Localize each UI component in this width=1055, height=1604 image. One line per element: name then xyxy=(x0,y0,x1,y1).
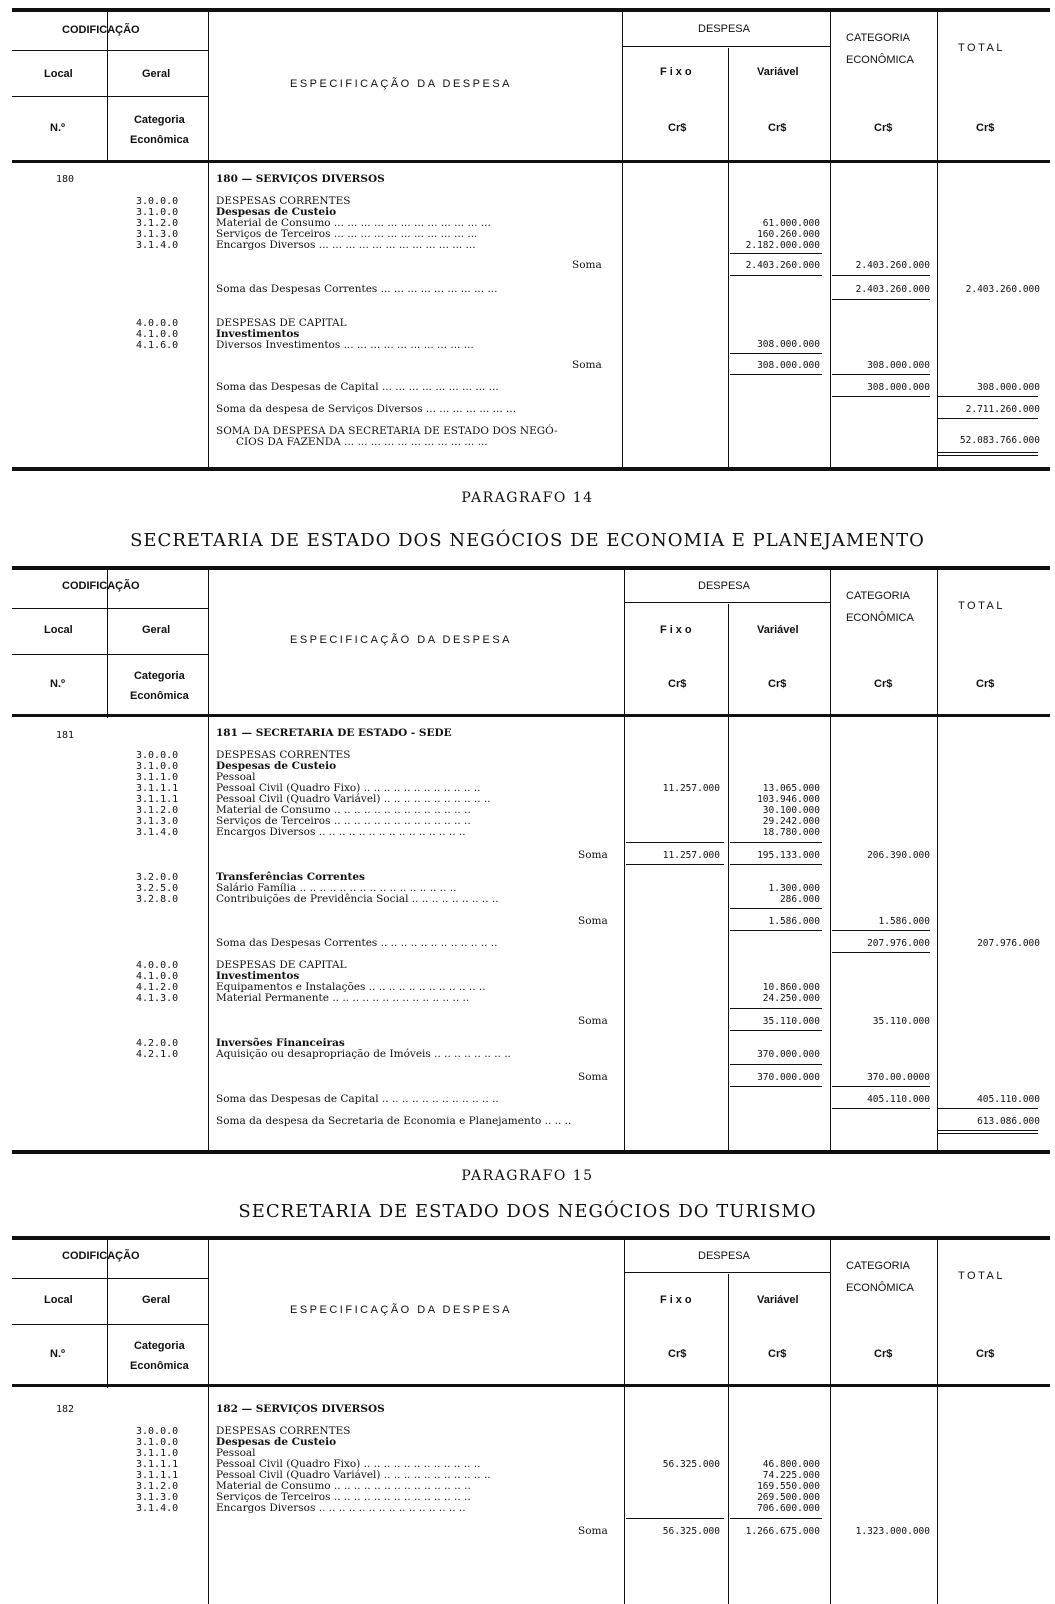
item: Material de Consumo .. .. .. .. .. .. .. .. .. .. .. .. .. .. xyxy=(216,1480,471,1492)
soma-correntes-total: 207.976.000 xyxy=(977,938,1040,949)
soma1-fixo: 11.257.000 xyxy=(662,850,720,861)
item: Serviços de Terceiros ... ... ... ... ... ... ... ... ... ... ... xyxy=(216,228,478,240)
code: 3.1.3.0 xyxy=(136,1492,179,1503)
item: Material Permanente .. .. .. .. .. .. .. .. .. .. .. .. .. .. xyxy=(216,992,470,1004)
code: 3.1.0.0 xyxy=(136,207,179,218)
transf-variavel xyxy=(732,883,820,905)
soma-secretaria-label: Soma da despesa da Secretaria de Economia e Planejamento .. .. .. xyxy=(216,1115,572,1127)
soma-capital-total: 405.110.000 xyxy=(977,1094,1040,1105)
title-turismo: SECRETARIA DE ESTADO DOS NEGÓCIOS DO TURISMO xyxy=(238,1201,817,1222)
code: 3.1.1.1 xyxy=(136,1459,179,1470)
header-cr-fixo: Cr$ xyxy=(668,1348,687,1360)
value: 2.182.000.000 xyxy=(745,240,820,251)
header-cr-total: Cr$ xyxy=(976,1348,995,1360)
header-categoria-economica xyxy=(130,666,189,706)
value: 286.000 xyxy=(779,894,820,905)
code: 3.1.2.0 xyxy=(136,1481,179,1492)
soma-label: Soma xyxy=(578,1525,608,1537)
soma3-variavel: 35.110.000 xyxy=(762,1016,820,1027)
soma-secretaria-total: 613.086.000 xyxy=(977,1116,1040,1127)
soma-servicos-label: Soma da despesa de Serviços Diversos ... ... ... ... ... ... ... xyxy=(216,403,517,415)
header-total: TOTAL xyxy=(958,1270,1005,1282)
variavel-values xyxy=(732,218,820,251)
inv-item-list xyxy=(216,1038,511,1060)
value: 1.300.000 xyxy=(768,883,820,894)
value: 706.600.000 xyxy=(757,1503,820,1514)
value: 29.242.000 xyxy=(762,816,820,827)
item: Despesas de Custeio xyxy=(216,1436,337,1448)
value: 169.550.000 xyxy=(757,1481,820,1492)
code: 4.1.3.0 xyxy=(136,993,179,1004)
item: Contribuições de Previdência Social .. .. .. .. .. .. .. .. .. xyxy=(216,893,499,905)
header-cr-categoria: Cr$ xyxy=(874,122,893,134)
soma2-variavel: 1.586.000 xyxy=(768,916,820,927)
value: 30.100.000 xyxy=(762,805,820,816)
code-list xyxy=(136,1426,178,1514)
value: 74.225.000 xyxy=(762,1470,820,1481)
local-number: 180 xyxy=(56,174,75,185)
header-local: Local xyxy=(44,624,73,636)
code: 3.1.0.0 xyxy=(136,761,179,772)
value: 10.860.000 xyxy=(762,982,820,993)
header-despesa: DESPESA xyxy=(698,580,750,592)
capital-soma-variavel: 308.000.000 xyxy=(757,360,820,371)
header-categoria-line2: Econômica xyxy=(130,1360,189,1372)
soma-servicos-total: 2.711.260.000 xyxy=(965,404,1040,415)
code: 3.1.0.0 xyxy=(136,1437,179,1448)
code: 4.2.0.0 xyxy=(136,1038,179,1049)
header-numero: N.º xyxy=(50,678,66,690)
header-geral: Geral xyxy=(142,1294,171,1306)
code: 3.1.1.0 xyxy=(136,772,179,783)
capital-soma-categoria: 308.000.000 xyxy=(867,360,930,371)
code: 3.2.8.0 xyxy=(136,894,179,905)
soma2-categoria: 1.586.000 xyxy=(878,916,930,927)
item: Investimentos xyxy=(216,970,300,982)
header-economica: ECONÔMICA xyxy=(846,54,914,66)
item: Inversões Financeiras xyxy=(216,1037,345,1049)
soma1-variavel: 195.133.000 xyxy=(757,850,820,861)
value: 160.260.000 xyxy=(757,229,820,240)
capital-soma-label: Soma xyxy=(572,359,602,371)
value: 24.250.000 xyxy=(762,993,820,1004)
capital-item-list xyxy=(216,318,474,351)
soma-secretaria-label-2: CIOS DA FAZENDA ... ... ... ... ... ... ... ... ... ... ... xyxy=(236,436,488,448)
item: Material de Consumo ... ... ... ... ... ... ... ... ... ... ... ... xyxy=(216,217,491,229)
header-cr-fixo: Cr$ xyxy=(668,678,687,690)
value: 103.946.000 xyxy=(757,794,820,805)
code: 3.1.1.1 xyxy=(136,783,179,794)
code: 4.1.0.0 xyxy=(136,329,179,340)
header-codificacao: CODIFICAÇÃO xyxy=(62,1250,140,1262)
item: Pessoal Civil (Quadro Variável) .. .. .. .. .. .. .. .. .. .. .. xyxy=(216,793,491,805)
code-list xyxy=(136,750,178,838)
header-categoria-economica xyxy=(130,1336,189,1376)
soma-correntes-label: Soma das Despesas Correntes ... ... ... ... ... ... ... ... ... xyxy=(216,283,498,295)
item: Serviços de Terceiros .. .. .. .. .. .. .. .. .. .. .. .. .. .. xyxy=(216,1491,471,1503)
soma-capital-categoria: 308.000.000 xyxy=(867,382,930,393)
soma1-label: Soma xyxy=(578,849,608,861)
item: Pessoal Civil (Quadro Variável) .. .. .. .. .. .. .. .. .. .. .. xyxy=(216,1469,491,1481)
value: 46.800.000 xyxy=(762,1459,820,1470)
header-categoria: CATEGORIA xyxy=(846,590,910,602)
header-cr-variavel: Cr$ xyxy=(768,122,787,134)
soma-variavel: 1.266.675.000 xyxy=(745,1526,820,1537)
item: Pessoal Civil (Quadro Fixo) .. .. .. .. .. .. .. .. .. .. .. .. xyxy=(216,1458,481,1470)
item: DESPESAS CORRENTES xyxy=(216,195,351,207)
soma4-label: Soma xyxy=(578,1071,608,1083)
header-categoria-line2: Econômica xyxy=(130,690,189,702)
soma3-categoria: 35.110.000 xyxy=(872,1016,930,1027)
code: 3.0.0.0 xyxy=(136,750,179,761)
code: 3.1.2.0 xyxy=(136,218,179,229)
item: Diversos Investimentos ... ... ... ... ... ... ... ... ... ... xyxy=(216,339,474,351)
item: Pessoal xyxy=(216,771,256,783)
header-fixo: Fixo xyxy=(660,1294,695,1306)
code: 4.0.0.0 xyxy=(136,318,179,329)
table-turismo-182 xyxy=(12,1236,1050,1604)
item: Serviços de Terceiros .. .. .. .. .. .. .. .. .. .. .. .. .. .. xyxy=(216,815,471,827)
item: Encargos Diversos .. .. .. .. .. .. .. .. .. .. .. .. .. .. .. xyxy=(216,1502,466,1514)
value: 18.780.000 xyxy=(762,827,820,838)
soma-correntes-total: 2.403.260.000 xyxy=(965,284,1040,295)
code: 3.2.5.0 xyxy=(136,883,179,894)
soma4-categoria: 370.00.0000 xyxy=(867,1072,930,1083)
header-variavel: Variável xyxy=(757,66,799,78)
inv-code-list xyxy=(136,1038,178,1060)
header-local: Local xyxy=(44,68,73,80)
capital-item-list xyxy=(216,960,486,1004)
header-cr-categoria: Cr$ xyxy=(874,1348,893,1360)
code: 3.1.4.0 xyxy=(136,240,179,251)
item: Despesas de Custeio xyxy=(216,206,337,218)
item-list xyxy=(216,1426,491,1514)
header-categoria-line1: Categoria xyxy=(133,670,185,682)
item: Pessoal Civil (Quadro Fixo) .. .. .. .. .. .. .. .. .. .. .. .. xyxy=(216,782,481,794)
code: 3.1.4.0 xyxy=(136,1503,179,1514)
header-fixo: Fixo xyxy=(660,66,695,78)
header-categoria-line1: Categoria xyxy=(133,114,185,126)
header-geral: Geral xyxy=(142,624,171,636)
code: 3.1.4.0 xyxy=(136,827,179,838)
title-economia-planejamento: SECRETARIA DE ESTADO DOS NEGÓCIOS DE ECONOMIA E PLANEJAMENTO xyxy=(130,530,925,551)
soma-secretaria-label-1: SOMA DA DESPESA DA SECRETARIA DE ESTADO DOS NEGÓ- xyxy=(216,425,558,437)
soma-capital-label: Soma das Despesas de Capital ... ... ... ... ... ... ... ... ... xyxy=(216,381,499,393)
capital-variavel xyxy=(732,982,820,1004)
code: 3.1.3.0 xyxy=(136,229,179,240)
item: DESPESAS CORRENTES xyxy=(216,749,351,761)
value: 269.500.000 xyxy=(757,1492,820,1503)
code: 3.1.3.0 xyxy=(136,816,179,827)
local-number: 181 xyxy=(56,730,75,741)
header-especificacao: ESPECIFICAÇÃO DA DESPESA xyxy=(290,1304,512,1316)
soma2-label: Soma xyxy=(578,915,608,927)
soma-capital-total: 308.000.000 xyxy=(977,382,1040,393)
header-total: TOTAL xyxy=(958,42,1005,54)
header-despesa: DESPESA xyxy=(698,1250,750,1262)
transf-item-list xyxy=(216,872,499,905)
soma3-label: Soma xyxy=(578,1015,608,1027)
table-economia-planejamento-181 xyxy=(12,566,1050,1166)
soma-capital-label: Soma das Despesas de Capital .. .. .. .. .. .. .. .. .. .. .. .. xyxy=(216,1093,499,1105)
code: 3.2.0.0 xyxy=(136,872,179,883)
soma-label: Soma xyxy=(572,259,602,271)
soma-correntes-label: Soma das Despesas Correntes .. .. .. .. .. .. .. .. .. .. .. .. xyxy=(216,937,498,949)
soma-correntes-categoria: 2.403.260.000 xyxy=(855,284,930,295)
local-number: 182 xyxy=(56,1404,75,1415)
item: Investimentos xyxy=(216,328,300,340)
header-especificacao: ESPECIFICAÇÃO DA DESPESA xyxy=(290,78,512,90)
soma-capital-categoria: 405.110.000 xyxy=(867,1094,930,1105)
header-codificacao: CODIFICAÇÃO xyxy=(62,24,140,36)
item-list xyxy=(216,196,491,251)
header-numero: N.º xyxy=(50,1348,66,1360)
section-title: 180 — SERVIÇOS DIVERSOS xyxy=(216,173,385,185)
code: 3.1.1.0 xyxy=(136,1448,179,1459)
soma-categoria: 2.403.260.000 xyxy=(855,260,930,271)
value: 13.065.000 xyxy=(762,783,820,794)
header-codificacao: CODIFICAÇÃO xyxy=(62,580,140,592)
code: 3.0.0.0 xyxy=(136,196,179,207)
value: 61.000.000 xyxy=(762,218,820,229)
code: 3.0.0.0 xyxy=(136,1426,179,1437)
header-numero: N.º xyxy=(50,122,66,134)
item: Transferências Correntes xyxy=(216,871,365,883)
header-fixo: Fixo xyxy=(660,624,695,636)
code: 4.1.6.0 xyxy=(136,340,179,351)
soma1-categoria: 206.390.000 xyxy=(867,850,930,861)
item: Encargos Diversos .. .. .. .. .. .. .. .. .. .. .. .. .. .. .. xyxy=(216,826,466,838)
header-despesa: DESPESA xyxy=(698,23,750,35)
item: Pessoal xyxy=(216,1447,256,1459)
header-categoria-line1: Categoria xyxy=(133,1340,185,1352)
header-geral: Geral xyxy=(142,68,171,80)
code-list xyxy=(136,196,178,251)
header-categoria-economica xyxy=(130,110,189,150)
item: Aquisição ou desapropriação de Imóveis .. .. .. .. .. .. .. .. xyxy=(216,1048,511,1060)
item-list xyxy=(216,750,491,838)
header-cr-categoria: Cr$ xyxy=(874,678,893,690)
header-categoria: CATEGORIA xyxy=(846,32,910,44)
item: Material de Consumo .. .. .. .. .. .. .. .. .. .. .. .. .. .. xyxy=(216,804,471,816)
item: Equipamentos e Instalações .. .. .. .. .. .. .. .. .. .. .. .. xyxy=(216,981,486,993)
soma-fixo: 56.325.000 xyxy=(662,1526,720,1537)
capital-variavel: 308.000.000 xyxy=(757,339,820,350)
item: Despesas de Custeio xyxy=(216,760,337,772)
soma-variavel: 2.403.260.000 xyxy=(745,260,820,271)
header-local: Local xyxy=(44,1294,73,1306)
soma-secretaria-total: 52.083.766.000 xyxy=(959,435,1040,446)
header-economica: ECONÔMICA xyxy=(846,1282,914,1294)
item: DESPESAS CORRENTES xyxy=(216,1425,351,1437)
item: DESPESAS DE CAPITAL xyxy=(216,959,347,971)
variavel-values xyxy=(732,783,820,838)
header-especificacao: ESPECIFICAÇÃO DA DESPESA xyxy=(290,634,512,646)
fixo-pessoal: 11.257.000 xyxy=(662,783,720,794)
code: 4.2.1.0 xyxy=(136,1049,179,1060)
table-servicos-diversos-180 xyxy=(12,8,1050,478)
section-title: 181 — SECRETARIA DE ESTADO - SEDE xyxy=(216,727,452,739)
code: 3.1.1.1 xyxy=(136,1470,179,1481)
header-cr-total: Cr$ xyxy=(976,122,995,134)
capital-code-list xyxy=(136,318,178,351)
code: 4.1.2.0 xyxy=(136,982,179,993)
header-cr-total: Cr$ xyxy=(976,678,995,690)
header-total: TOTAL xyxy=(958,600,1005,612)
section-title: 182 — SERVIÇOS DIVERSOS xyxy=(216,1403,385,1415)
inv-variavel: 370.000.000 xyxy=(757,1049,820,1060)
header-categoria: CATEGORIA xyxy=(846,1260,910,1272)
code: 3.1.2.0 xyxy=(136,805,179,816)
soma-categoria: 1.323.000.000 xyxy=(855,1526,930,1537)
code: 3.1.1.1 xyxy=(136,794,179,805)
soma-correntes-categoria: 207.976.000 xyxy=(867,938,930,949)
item: Salário Família .. .. .. .. .. .. .. .. .. .. .. .. .. .. .. .. xyxy=(216,882,457,894)
transf-code-list xyxy=(136,872,178,905)
header-cr-variavel: Cr$ xyxy=(768,1348,787,1360)
header-economica: ECONÔMICA xyxy=(846,612,914,624)
item: Encargos Diversos ... ... ... ... ... ... ... ... ... ... ... ... xyxy=(216,239,476,251)
paragrafo-15: PARAGRAFO 15 xyxy=(461,1168,594,1184)
variavel-values xyxy=(732,1459,820,1514)
header-cr-variavel: Cr$ xyxy=(768,678,787,690)
header-categoria-line2: Econômica xyxy=(130,134,189,146)
item: DESPESAS DE CAPITAL xyxy=(216,317,347,329)
soma4-variavel: 370.000.000 xyxy=(757,1072,820,1083)
code: 4.1.0.0 xyxy=(136,971,179,982)
paragrafo-14: PARAGRAFO 14 xyxy=(461,490,594,506)
fixo-pessoal: 56.325.000 xyxy=(662,1459,720,1470)
capital-code-list xyxy=(136,960,178,1004)
code: 4.0.0.0 xyxy=(136,960,179,971)
header-variavel: Variável xyxy=(757,624,799,636)
header-cr-fixo: Cr$ xyxy=(668,122,687,134)
header-variavel: Variável xyxy=(757,1294,799,1306)
